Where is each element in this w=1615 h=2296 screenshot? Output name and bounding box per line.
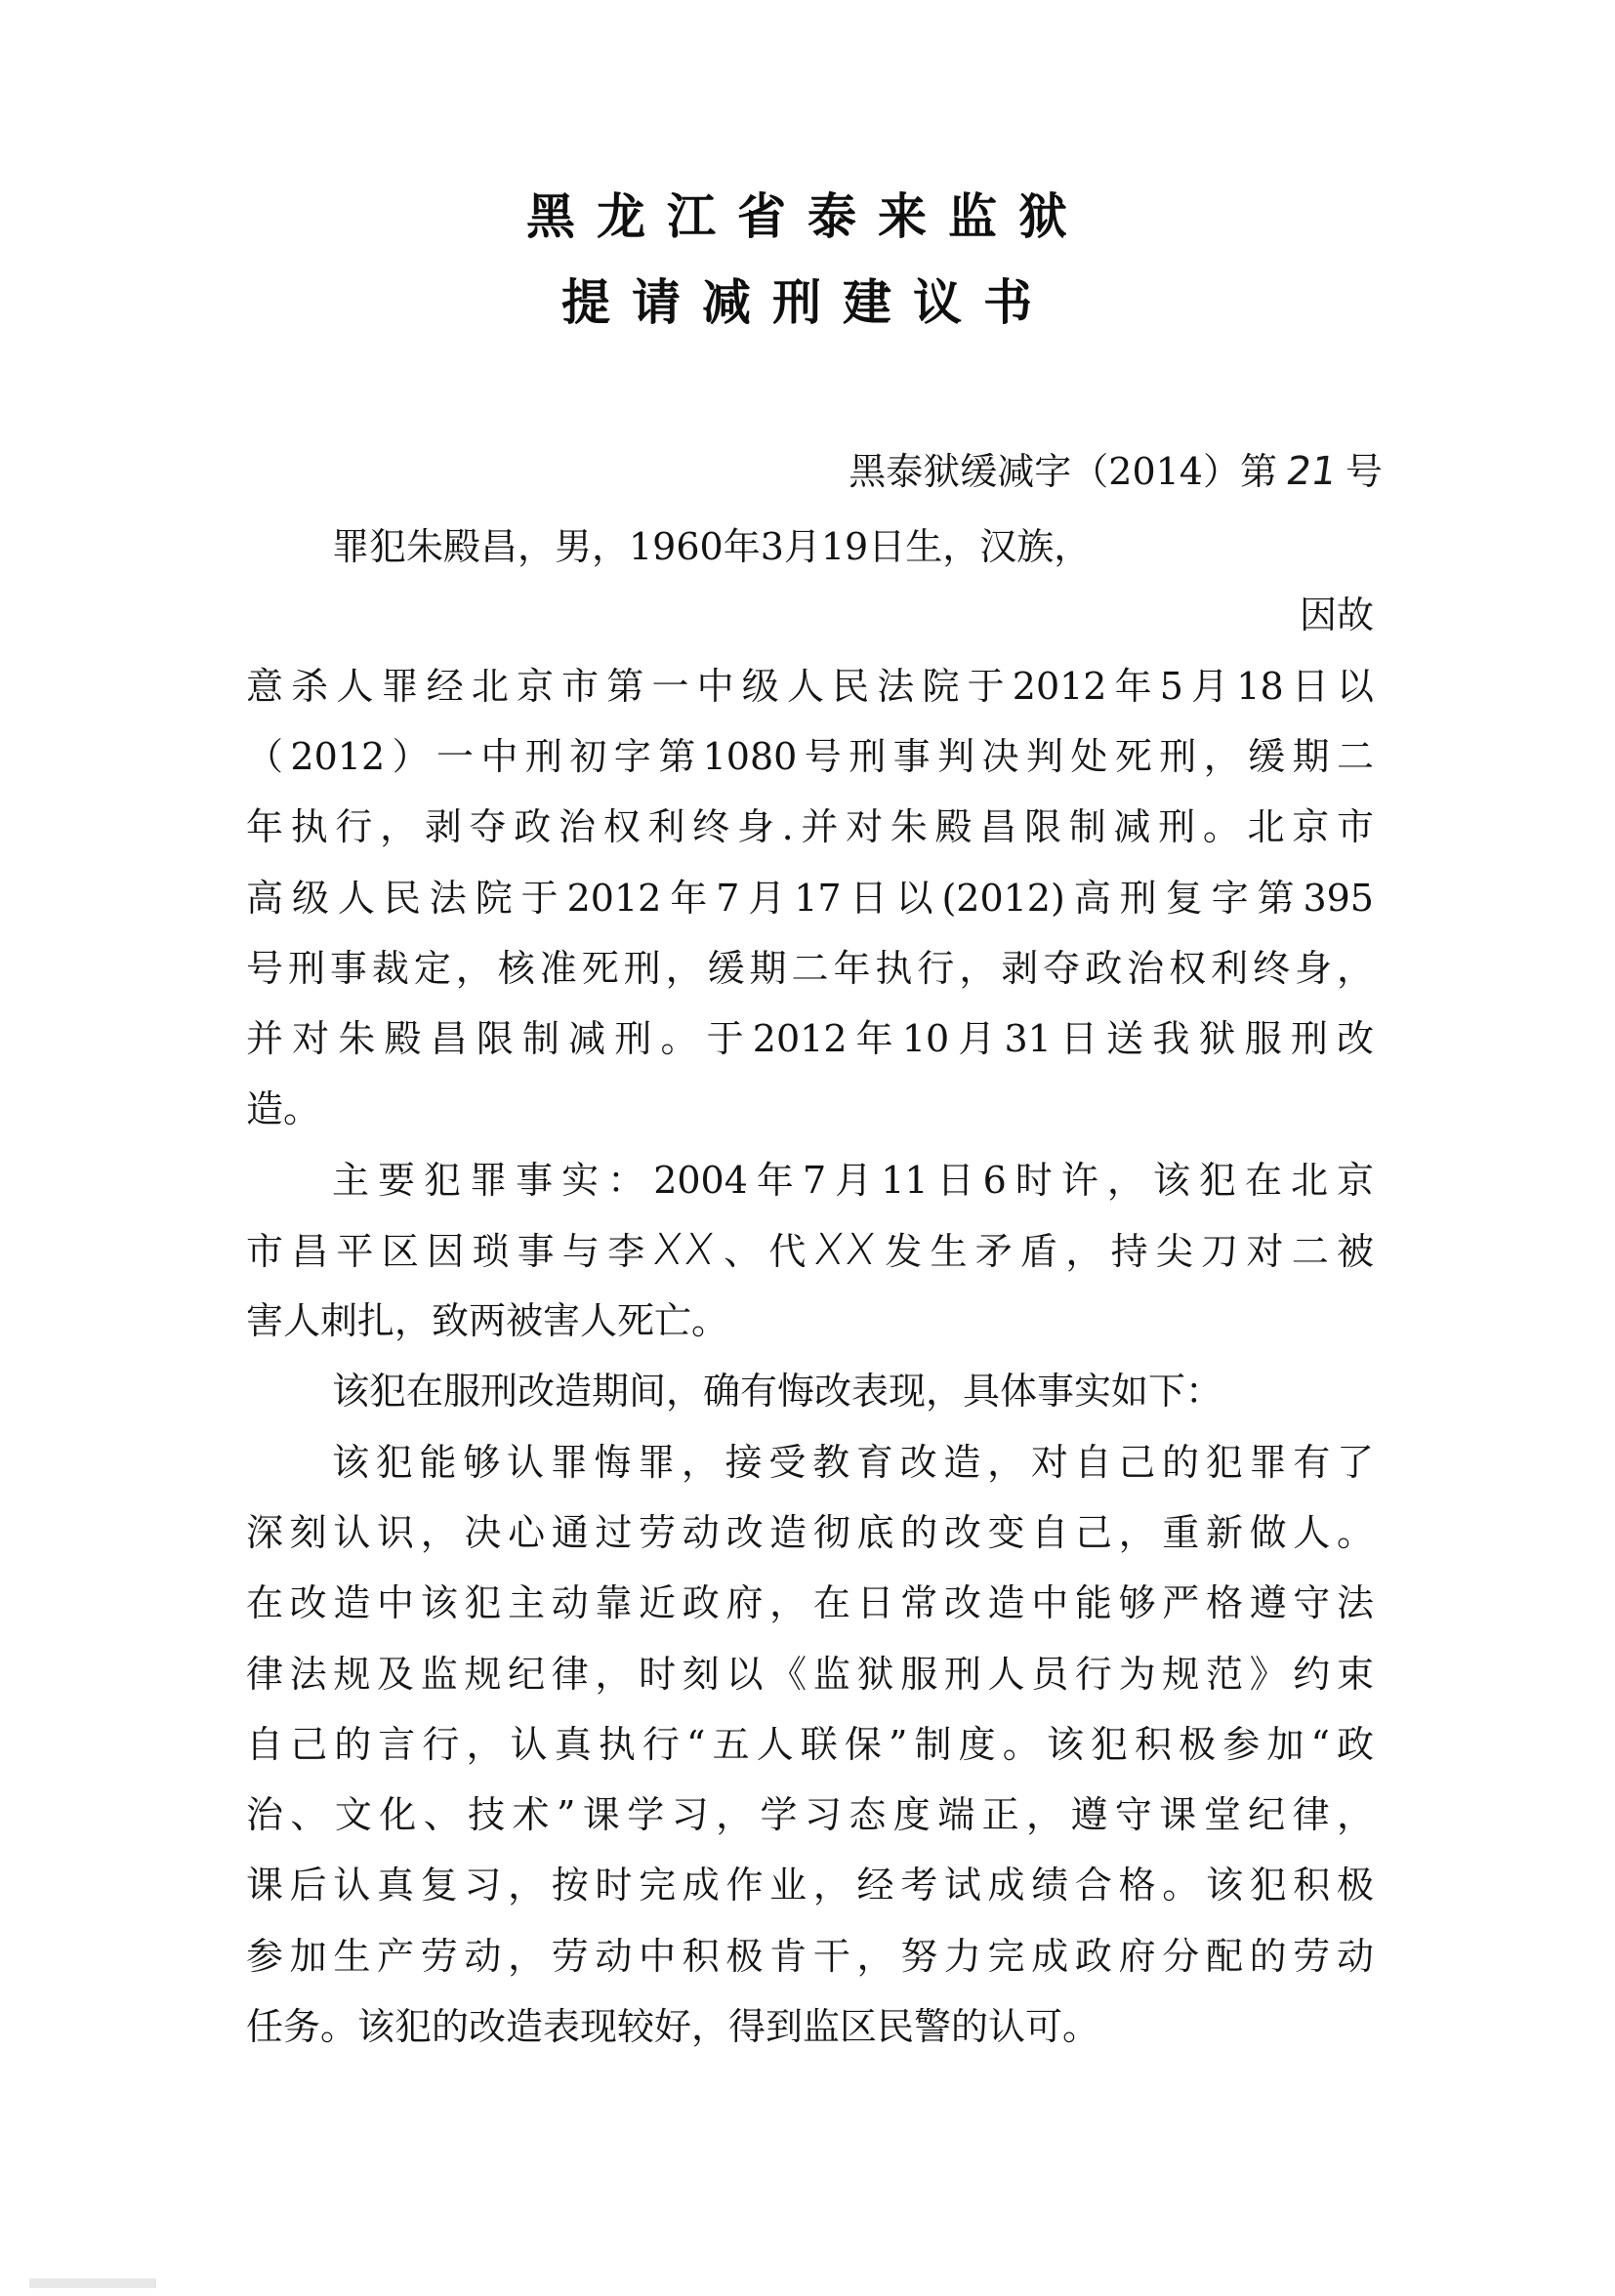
paragraph-line: 治、文化、技术”课学习，学习态度端正，遵守课堂纪律， [246, 1793, 1374, 1836]
paragraph-line: 号刑事裁定，核准死刑，缓期二年执行，剥夺政治权利终身， [246, 947, 1374, 990]
paragraph-line: 主要犯罪事实：2004年7月11日6时许，该犯在北京 [332, 1159, 1374, 1202]
scan-edge-mark [29, 2278, 156, 2288]
paragraph-line: 该犯在服刑改造期间，确有悔改表现，具体事实如下： [332, 1370, 1223, 1413]
paragraph-line: 年执行，剥夺政治权利终身.并对朱殿昌限制减刑。北京市 [246, 805, 1374, 848]
paragraph-line: （2012）一中刑初字第1080号刑事判决判处死刑，缓期二 [246, 735, 1374, 778]
text-segment: 市昌平区因琐事与李 [246, 1230, 653, 1273]
paragraph-line: 任务。该犯的改造表现较好，得到监区民警的认可。 [246, 2005, 1100, 2048]
document-number-suffix: 号 [1345, 450, 1383, 493]
document-title-institution: 黑龙江省泰来监狱 [526, 188, 1089, 245]
handwritten-number: 21 [1283, 449, 1340, 494]
document-title-type: 提请减刑建议书 [561, 274, 1054, 331]
document-number [849, 447, 1383, 496]
text-segment: 发生矛盾，持尖刀对二被 [876, 1230, 1374, 1273]
paragraph-line: 自己的言行，认真执行“五人联保”制度。该犯积极参加“政 [246, 1723, 1374, 1766]
paragraph-line-with-redactions [246, 1226, 1374, 1276]
paragraph-line: 造。 [246, 1087, 321, 1130]
text-segment: 、代 [715, 1230, 814, 1273]
document-number-prefix: 黑泰狱缓减字（2014）第 [849, 450, 1277, 493]
paragraph-line: 深刻认识，决心通过劳动改造彻底的改变自己，重新做人。 [246, 1511, 1374, 1554]
paragraph-line: 害人刺扎，致两被害人死亡。 [246, 1299, 729, 1342]
paragraph-line: 罪犯朱殿昌，男，1960年3月19日生，汉族， [332, 525, 1092, 568]
paragraph-line: 意杀人罪经北京市第一中级人民法院于2012年5月18日以 [246, 665, 1374, 708]
paragraph-line: 因故 [1299, 594, 1374, 636]
paragraph-line: 该犯能够认罪悔罪，接受教育改造，对自己的犯罪有了 [332, 1441, 1374, 1484]
paragraph-line: 并对朱殿昌限制减刑。于2012年10月31日送我狱服刑改 [246, 1017, 1374, 1060]
paragraph-line: 在改造中该犯主动靠近政府，在日常改造中能够严格遵守法 [246, 1581, 1374, 1624]
handwritten-redaction: XX [649, 1225, 719, 1275]
paragraph-line: 律法规及监规纪律，时刻以《监狱服刑人员行为规范》约束 [246, 1653, 1374, 1696]
paragraph-line: 课后认真复习，按时完成作业，经考试成绩合格。该犯积极 [246, 1864, 1374, 1906]
paragraph-line: 参加生产劳动，劳动中积极肯干，努力完成政府分配的劳动 [246, 1935, 1374, 1978]
handwritten-redaction: XX [811, 1225, 880, 1275]
paragraph-line: 高级人民法院于2012年7月17日以(2012)高刑复字第395 [246, 877, 1374, 920]
